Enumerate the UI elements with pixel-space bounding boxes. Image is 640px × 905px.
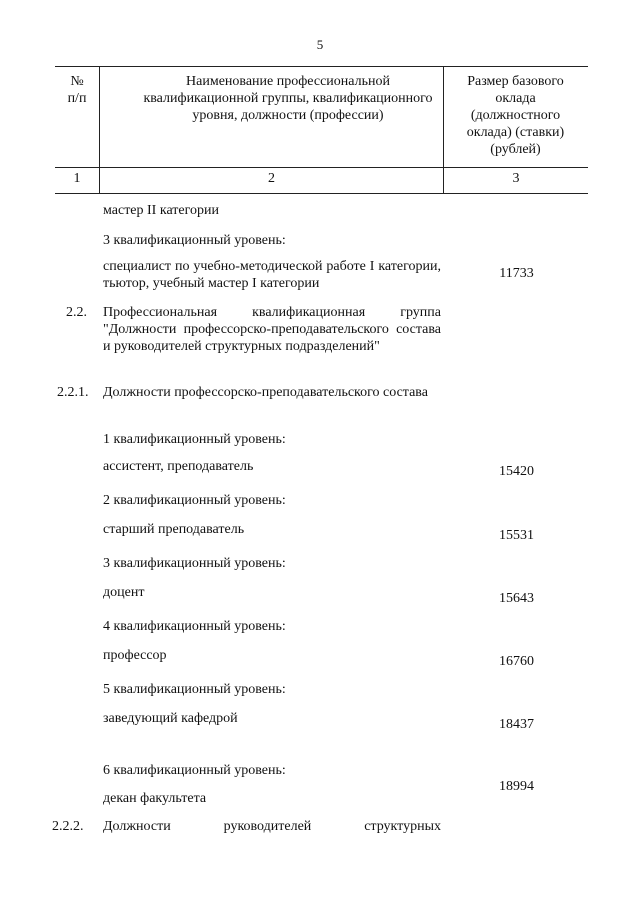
row-number: 2.2.1. [57, 385, 89, 400]
salary-value: 18994 [499, 779, 534, 794]
table-row-text: старший преподаватель [103, 522, 245, 537]
salary-value: 18437 [499, 717, 534, 732]
level-heading: 3 квалификационный уровень: [103, 556, 286, 571]
level-heading: 1 квалификационный уровень: [103, 432, 286, 447]
level-heading: 2 квалификационный уровень: [103, 493, 286, 508]
row-number: 2.2. [66, 305, 87, 320]
table-row-text: заведующий кафедрой [103, 711, 238, 726]
table-header [55, 66, 588, 168]
row-number: 2.2.2. [52, 819, 84, 834]
group-title: Профессиональная квалификационная группа "Должности профессорско-преподавательского состава и руководителей структурных подразделений" [103, 305, 441, 354]
salary-value: 16760 [499, 654, 534, 669]
column-divider [99, 67, 100, 167]
column-numbers-row [55, 166, 588, 194]
column-number: 3 [512, 171, 520, 186]
salary-value: 15420 [499, 464, 534, 479]
level-heading: 4 квалификационный уровень: [103, 619, 286, 634]
table-row-text: декан факультета [103, 791, 207, 806]
table-row-text: профессор [103, 648, 167, 663]
table-row-text: ассистент, преподаватель [103, 459, 254, 474]
subgroup-title: Должности руководителей структурных [103, 819, 441, 834]
salary-value: 15643 [499, 591, 534, 606]
salary-value: 11733 [499, 266, 534, 281]
table-row-text: специалист по учебно-методической работе I категории, тьютор, учебный мастер I категории [103, 259, 441, 291]
subgroup-title: Должности профессорско-преподавательского состава [103, 385, 428, 400]
column-number: 1 [73, 171, 81, 186]
column-number: 2 [268, 171, 275, 186]
column-divider [443, 67, 444, 167]
header-name: Наименование профессиональной квалификационной группы, квалификационного уровня, должности (профессии) [143, 74, 433, 123]
table-row-text: доцент [103, 585, 145, 600]
salary-value: 15531 [499, 528, 534, 543]
level-heading: 3 квалификационный уровень: [103, 233, 286, 248]
level-heading: 5 квалификационный уровень: [103, 682, 286, 697]
header-salary: Размер базового оклада (должностного оклада) (ставки) (рублей) [466, 74, 565, 157]
header-number: № п/п [67, 74, 87, 106]
table-row-text: мастер II категории [103, 203, 219, 218]
level-heading: 6 квалификационный уровень: [103, 763, 286, 778]
page-number: 5 [316, 37, 324, 52]
